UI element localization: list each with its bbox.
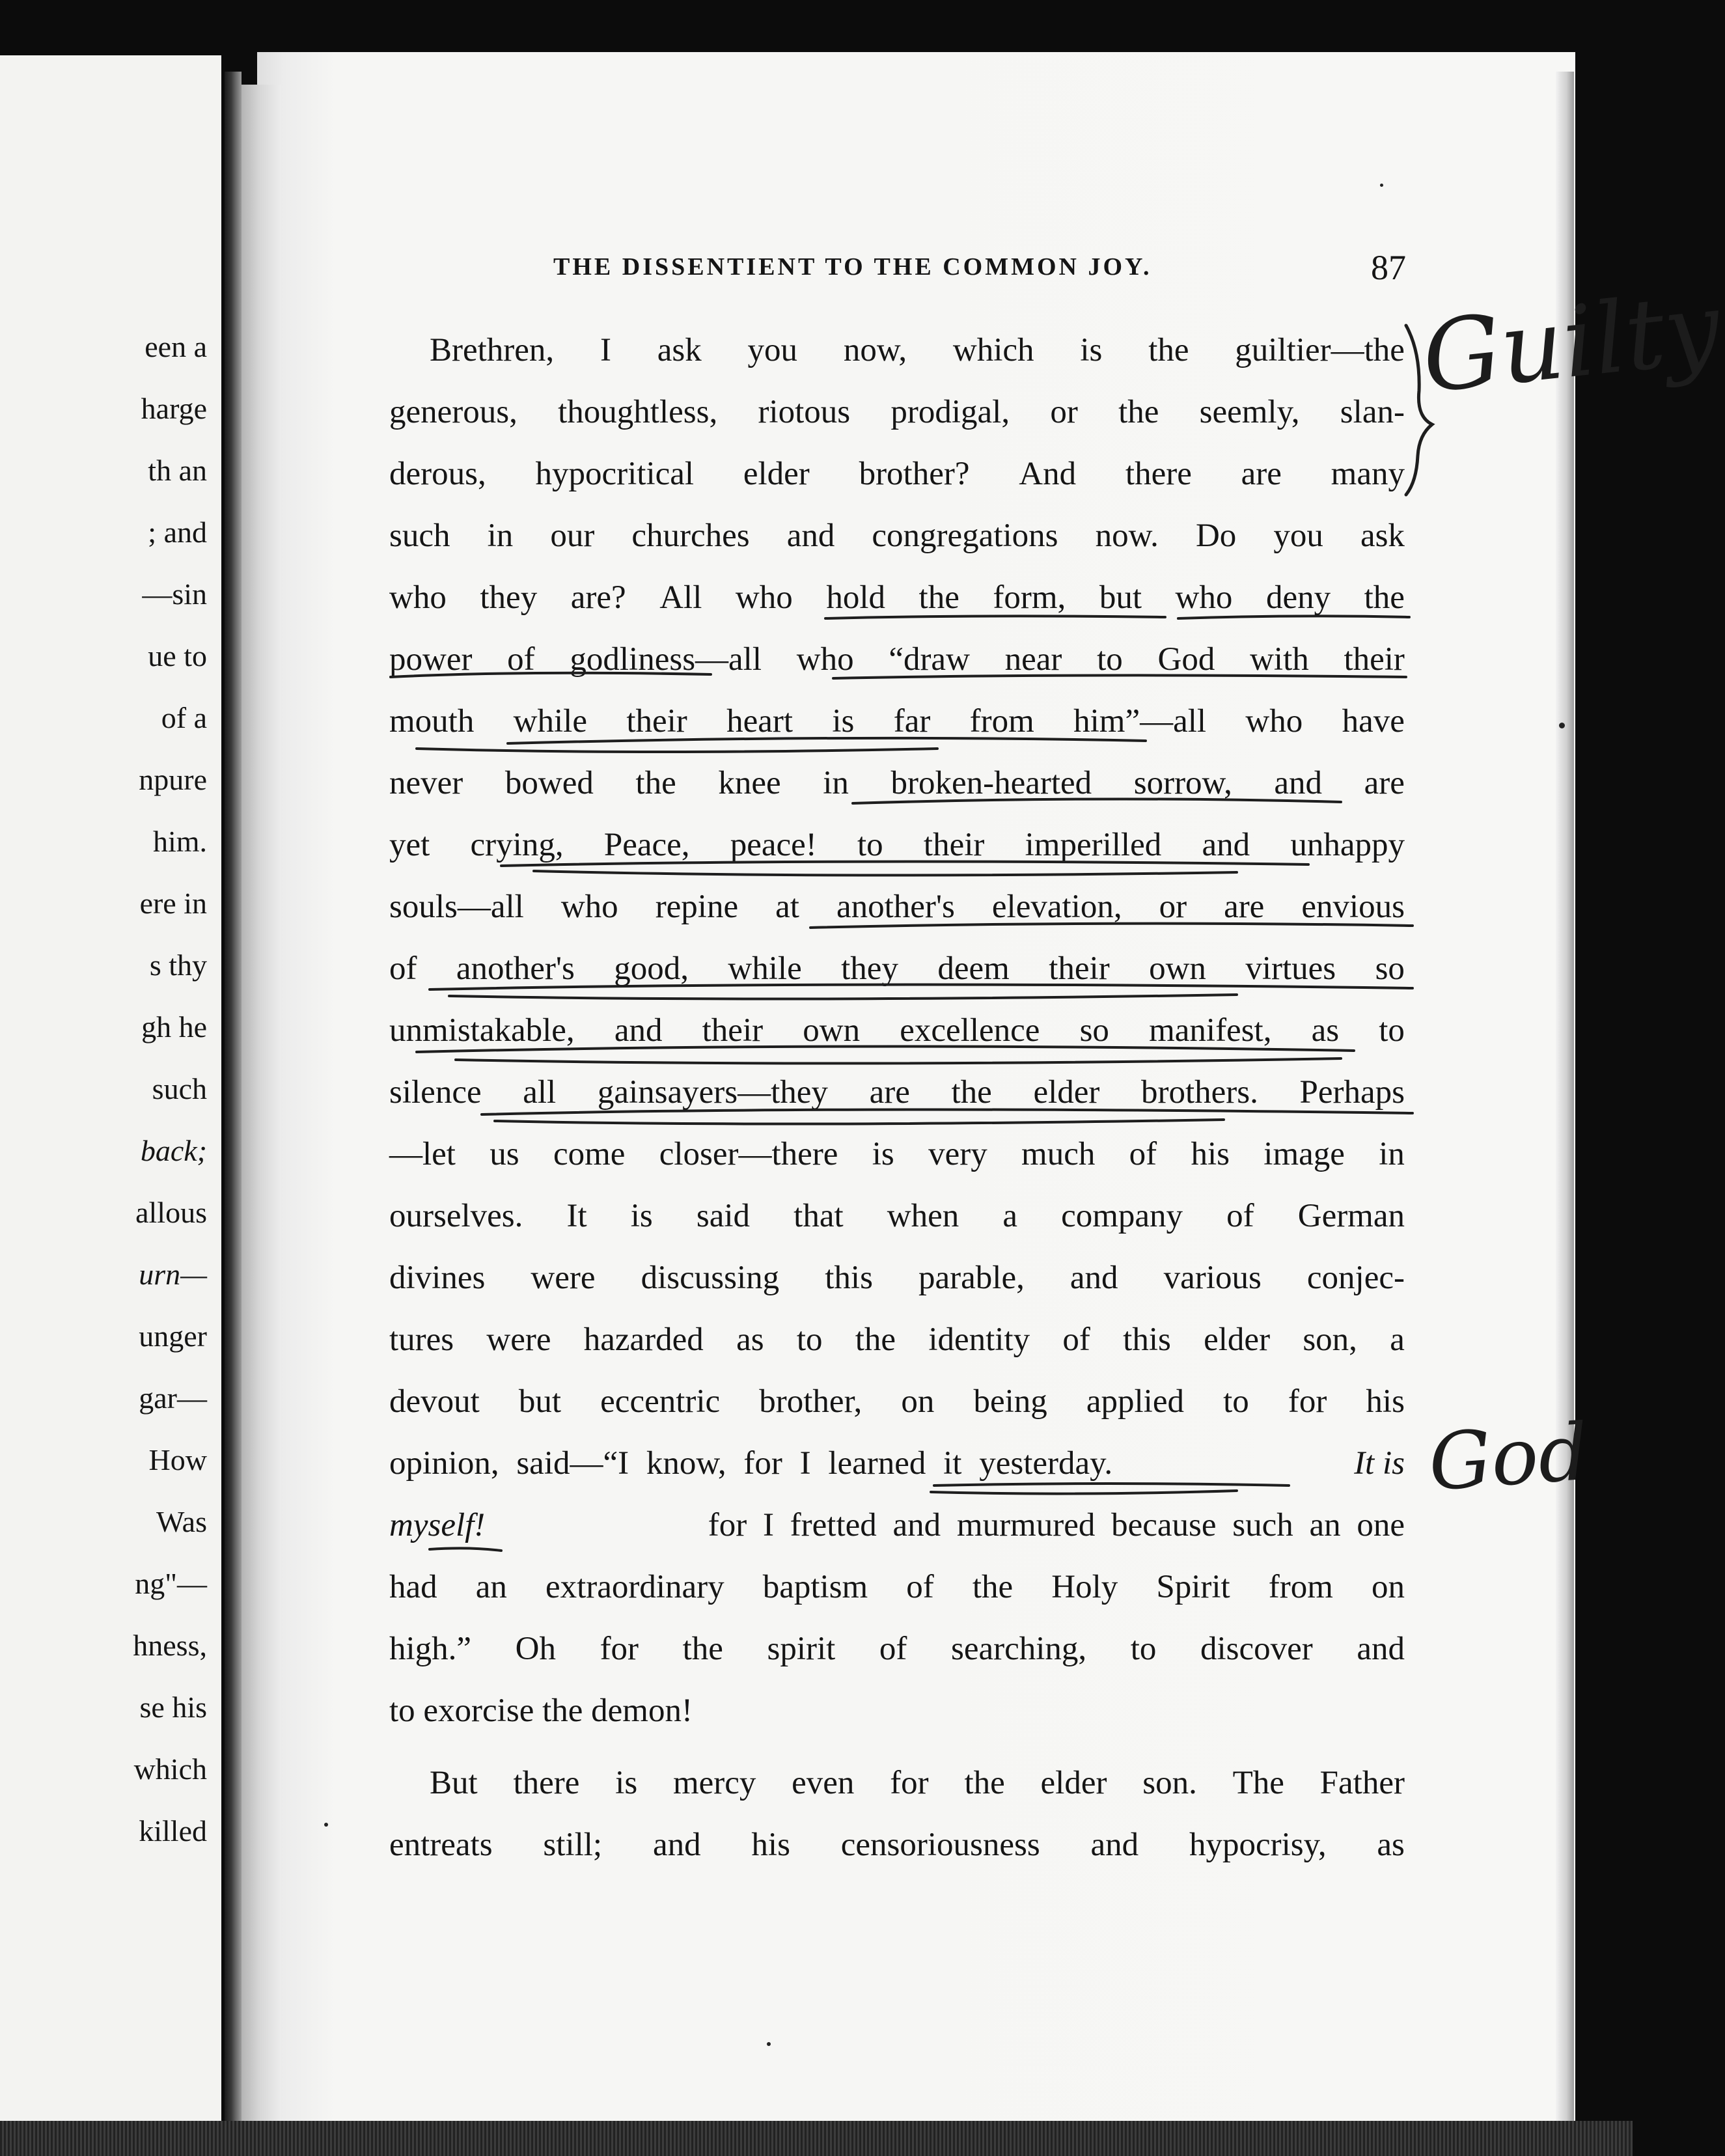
text-line [389,1822,1405,1868]
word: near [1004,641,1062,678]
word: to [1097,641,1123,678]
facing-page-line: Was [156,1505,207,1538]
word: discover [1200,1631,1313,1667]
word: many [1331,456,1405,492]
facing-page-line: s thy [149,948,207,982]
word: there [1125,456,1192,492]
text-line [389,760,1405,806]
word: censoriousness [840,1827,1040,1863]
word: to [857,827,883,863]
word: the [855,1321,896,1358]
word: but [518,1383,562,1420]
word: for [1288,1383,1327,1420]
word: us [490,1136,519,1172]
word: or [1159,889,1187,925]
word: ask [1360,518,1405,554]
word: unmistakable, [389,1012,575,1049]
word: and [1070,1260,1118,1296]
word: were [486,1321,551,1358]
facing-page-line: gh he [141,1010,207,1043]
text-line [389,389,1405,435]
word: and [1090,1827,1139,1863]
word: who [560,889,618,925]
word: extraordinary [545,1569,724,1605]
word: while [728,950,802,987]
word: all [523,1074,557,1111]
word: is [630,1198,653,1234]
word: guiltier—the [1235,332,1405,368]
word: ourselves. [389,1198,523,1234]
word: never [389,765,463,801]
word: are [1364,765,1405,801]
word: image [1263,1136,1345,1172]
word: envious [1301,889,1405,925]
word: their [923,827,985,863]
word: which [952,332,1034,368]
text-line: to exorcise the demon! [389,1693,693,1729]
word: on [1371,1569,1405,1605]
word: this [1123,1321,1171,1358]
word: of [507,641,535,678]
word: derous, [389,456,486,492]
word: to [796,1321,823,1358]
word: All [659,579,702,616]
word: I [600,332,611,368]
word: as [1311,1012,1340,1049]
facing-page-line: npure [139,763,207,796]
word: while [513,703,587,739]
word: Do [1195,518,1237,554]
word: ask [657,332,702,368]
facing-page-line: ng"— [135,1567,207,1600]
word: of [1226,1198,1254,1234]
text-line [389,1070,1405,1115]
word: mercy [672,1765,756,1801]
word: broken-hearted [890,765,1092,801]
word: to [1379,1012,1405,1049]
word: to [1223,1383,1249,1420]
word: are? [570,579,626,616]
word: knee [718,765,781,801]
word: the [1364,579,1405,616]
word: their [1344,641,1405,678]
word: —let [389,1136,456,1172]
text-line [389,1008,1405,1053]
word: godliness—all [570,641,762,678]
word: seemly, [1199,394,1300,430]
word: still; [543,1827,603,1863]
text-line [389,946,1405,991]
word: Oh [515,1631,556,1667]
text-line [389,884,1405,930]
word: identity [928,1321,1030,1358]
word: of [906,1569,934,1605]
word: our [550,518,595,554]
text-line [389,1193,1405,1239]
word: power [389,641,473,678]
word: and [1202,827,1250,863]
word: own [803,1012,861,1049]
facing-page-line: which [133,1752,207,1786]
word: a [1390,1321,1405,1358]
running-head: THE DISSENTIENT TO THE COMMON JOY. [553,253,1152,281]
facing-page-line: urn— [139,1258,207,1291]
word: on [901,1383,935,1420]
word: manifest, [1149,1012,1272,1049]
word: elder [1040,1765,1107,1801]
text-line [389,575,1405,620]
word: applied [1086,1383,1184,1420]
word: their [1049,950,1110,987]
word: of [1062,1321,1090,1358]
word: peace! [730,827,817,863]
word: and [1274,765,1323,801]
word: for [600,1631,639,1667]
word: the [918,579,959,616]
text-line [389,1131,1405,1177]
word: eccentric [600,1383,721,1420]
word: who [1175,579,1233,616]
word: his [1191,1136,1230,1172]
word: high.” [389,1631,472,1667]
word: crying, [470,827,564,863]
word: gainsayers—they [597,1074,828,1111]
text-line [389,1564,1405,1610]
word: of [879,1631,907,1667]
word: Peace, [603,827,690,863]
word: form, [993,579,1066,616]
facing-page-line: killed [139,1814,207,1847]
word: a [1002,1198,1017,1234]
word: spirit [767,1631,836,1667]
italic-segment: myself! [389,1507,486,1543]
word: elder [743,456,810,492]
word: in [487,518,514,554]
facing-page-line: th an [148,454,207,487]
word: congregations [872,518,1058,554]
word: you [747,332,798,368]
facing-page-line: harge [141,392,207,425]
word: searching, [950,1631,1087,1667]
gutter-shadow [242,85,281,2156]
word: the [972,1569,1014,1605]
word: the [951,1074,992,1111]
word: German [1297,1198,1405,1234]
word: thoughtless, [558,394,718,430]
word: elevation, [991,889,1122,925]
word: Holy [1051,1569,1118,1605]
word: who [796,641,854,678]
word: churches [631,518,750,554]
word: his [751,1827,790,1863]
word: own [1149,950,1206,987]
word: of [389,950,417,987]
word: and [652,1827,701,1863]
word: from [969,703,1034,739]
italic-segment: It is [1354,1445,1405,1482]
word: are [1241,456,1282,492]
word: and [614,1012,663,1049]
word: now. [1095,518,1159,554]
word: deem [937,950,1010,987]
text-line [389,822,1405,868]
word: were [531,1260,596,1296]
ink-speck [767,2042,771,2046]
word: hypocrisy, [1189,1827,1327,1863]
facing-page-line: How [148,1443,207,1476]
text-segment: opinion, said—“I know, for I learned it yesterday. [389,1445,1113,1482]
word: tures [389,1321,454,1358]
word: who [1245,703,1303,739]
word: virtues [1245,950,1336,987]
word: had [389,1569,437,1605]
text-line [430,327,1405,373]
text-line [389,698,1405,744]
word: there [513,1765,580,1801]
word: in [1379,1136,1405,1172]
ink-speck [1559,723,1565,728]
word: entreats [389,1827,493,1863]
text-line [389,1317,1405,1362]
word: excellence [900,1012,1040,1049]
facing-page-line: allous [135,1196,207,1229]
word: that [794,1198,844,1234]
word: are [1224,889,1265,925]
word: of [1129,1136,1157,1172]
word: unhappy [1290,827,1405,863]
word: the [682,1631,723,1667]
text-line-with-italic [389,1502,1405,1548]
word: It [566,1198,587,1234]
facing-page-line: back; [140,1134,207,1167]
word: souls—all [389,889,524,925]
word: baptism [762,1569,868,1605]
handwritten-note: God [1426,1407,1592,1509]
text-line [389,637,1405,682]
word: son. [1142,1765,1197,1801]
word: with [1250,641,1309,678]
word: and [786,518,835,554]
word: yet [389,827,430,863]
word: are [869,1074,910,1111]
facing-page-line: ; and [148,516,207,549]
word: hazarded [583,1321,704,1358]
text-line [389,451,1405,497]
word: in [823,765,849,801]
handwritten-note: Guilty [1417,271,1725,415]
word: at [775,889,799,925]
word: said [696,1198,751,1234]
word: good, [614,950,689,987]
word: elder [1033,1074,1100,1111]
text-segment: for I fretted and murmured because such an one [708,1507,1405,1543]
page-number: 87 [1371,248,1406,287]
word: brothers. [1141,1074,1258,1111]
word: prodigal, [890,394,1010,430]
facing-page-line: of a [161,701,207,734]
facing-page-line: unger [139,1320,207,1353]
word: another's [456,950,575,987]
word: they [841,950,898,987]
text-line [389,513,1405,559]
book-gutter [225,72,242,2156]
word: riotous [758,394,851,430]
word: their [626,703,687,739]
text-line [389,1626,1405,1672]
word: for [890,1765,929,1801]
word: various [1163,1260,1262,1296]
word: when [887,1198,959,1234]
word: so [1079,1012,1109,1049]
word: the [1118,394,1159,430]
word: come [553,1136,626,1172]
facing-page-line: se his [139,1691,207,1724]
word: son, [1303,1321,1357,1358]
word: The [1232,1765,1284,1801]
word: or [1050,394,1078,430]
word: now, [843,332,907,368]
word: as [1377,1827,1405,1863]
word: far [893,703,931,739]
word: from [1268,1569,1333,1605]
word: Father [1319,1765,1405,1801]
word: Brethren, [430,332,555,368]
word: Perhaps [1299,1074,1405,1111]
word: and [1357,1631,1405,1667]
facing-page-line: such [152,1072,207,1105]
word: much [1021,1136,1096,1172]
word: have [1342,703,1405,739]
word: generous, [389,394,518,430]
facing-page-line: ere in [139,887,207,920]
facing-page-line: een a [145,330,207,363]
word: an [475,1569,507,1605]
facing-page-line: gar— [139,1381,207,1415]
word: silence [389,1074,482,1111]
word: closer—there [659,1136,838,1172]
facing-page-line: —sin [142,577,207,611]
word: the [635,765,676,801]
word: God [1157,641,1215,678]
word: sorrow, [1133,765,1232,801]
word: is [832,703,855,739]
word: company [1061,1198,1183,1234]
word: being [973,1383,1047,1420]
word: But [430,1765,478,1801]
word: the [964,1765,1005,1801]
word: they [480,579,538,616]
word: heart [726,703,794,739]
binding-cloth [0,2121,1633,2156]
word: is [1080,332,1103,368]
facing-page-left [0,55,221,2156]
word: him”—all [1073,703,1207,739]
word: so [1375,950,1405,987]
text-line-with-italic [389,1441,1405,1486]
word: divines [389,1260,486,1296]
text-line [430,1760,1405,1806]
word: this [825,1260,873,1296]
word: brother, [759,1383,862,1420]
word: his [1366,1383,1405,1420]
word: brother? [859,456,970,492]
word: Spirit [1156,1569,1230,1605]
word: And [1019,456,1077,492]
word: bowed [504,765,594,801]
word: slan- [1340,394,1405,430]
word: mouth [389,703,475,739]
word: even [792,1765,855,1801]
word: their [702,1012,764,1049]
word: who [735,579,793,616]
ink-speck [1380,184,1383,187]
word: such [389,518,450,554]
word: conjec- [1306,1260,1405,1296]
word: elder [1204,1321,1271,1358]
word: very [928,1136,987,1172]
word: but [1099,579,1142,616]
facing-page-line: hness, [133,1629,207,1662]
word: the [1148,332,1189,368]
word: who [389,579,447,616]
word: imperilled [1025,827,1162,863]
word: hypocritical [535,456,695,492]
word: “draw [889,641,970,678]
text-line [389,1255,1405,1301]
ink-speck [324,1823,328,1827]
word: parable, [918,1260,1025,1296]
word: as [736,1321,764,1358]
facing-page-line: ue to [148,639,207,672]
word: another's [836,889,955,925]
word: devout [389,1383,480,1420]
word: you [1273,518,1323,554]
word: is [615,1765,638,1801]
word: to [1130,1631,1157,1667]
word: discussing [641,1260,780,1296]
text-line [389,1379,1405,1424]
word: is [872,1136,894,1172]
word: hold [826,579,885,616]
word: deny [1265,579,1331,616]
facing-page-line: him. [152,825,207,858]
word: repine [655,889,739,925]
